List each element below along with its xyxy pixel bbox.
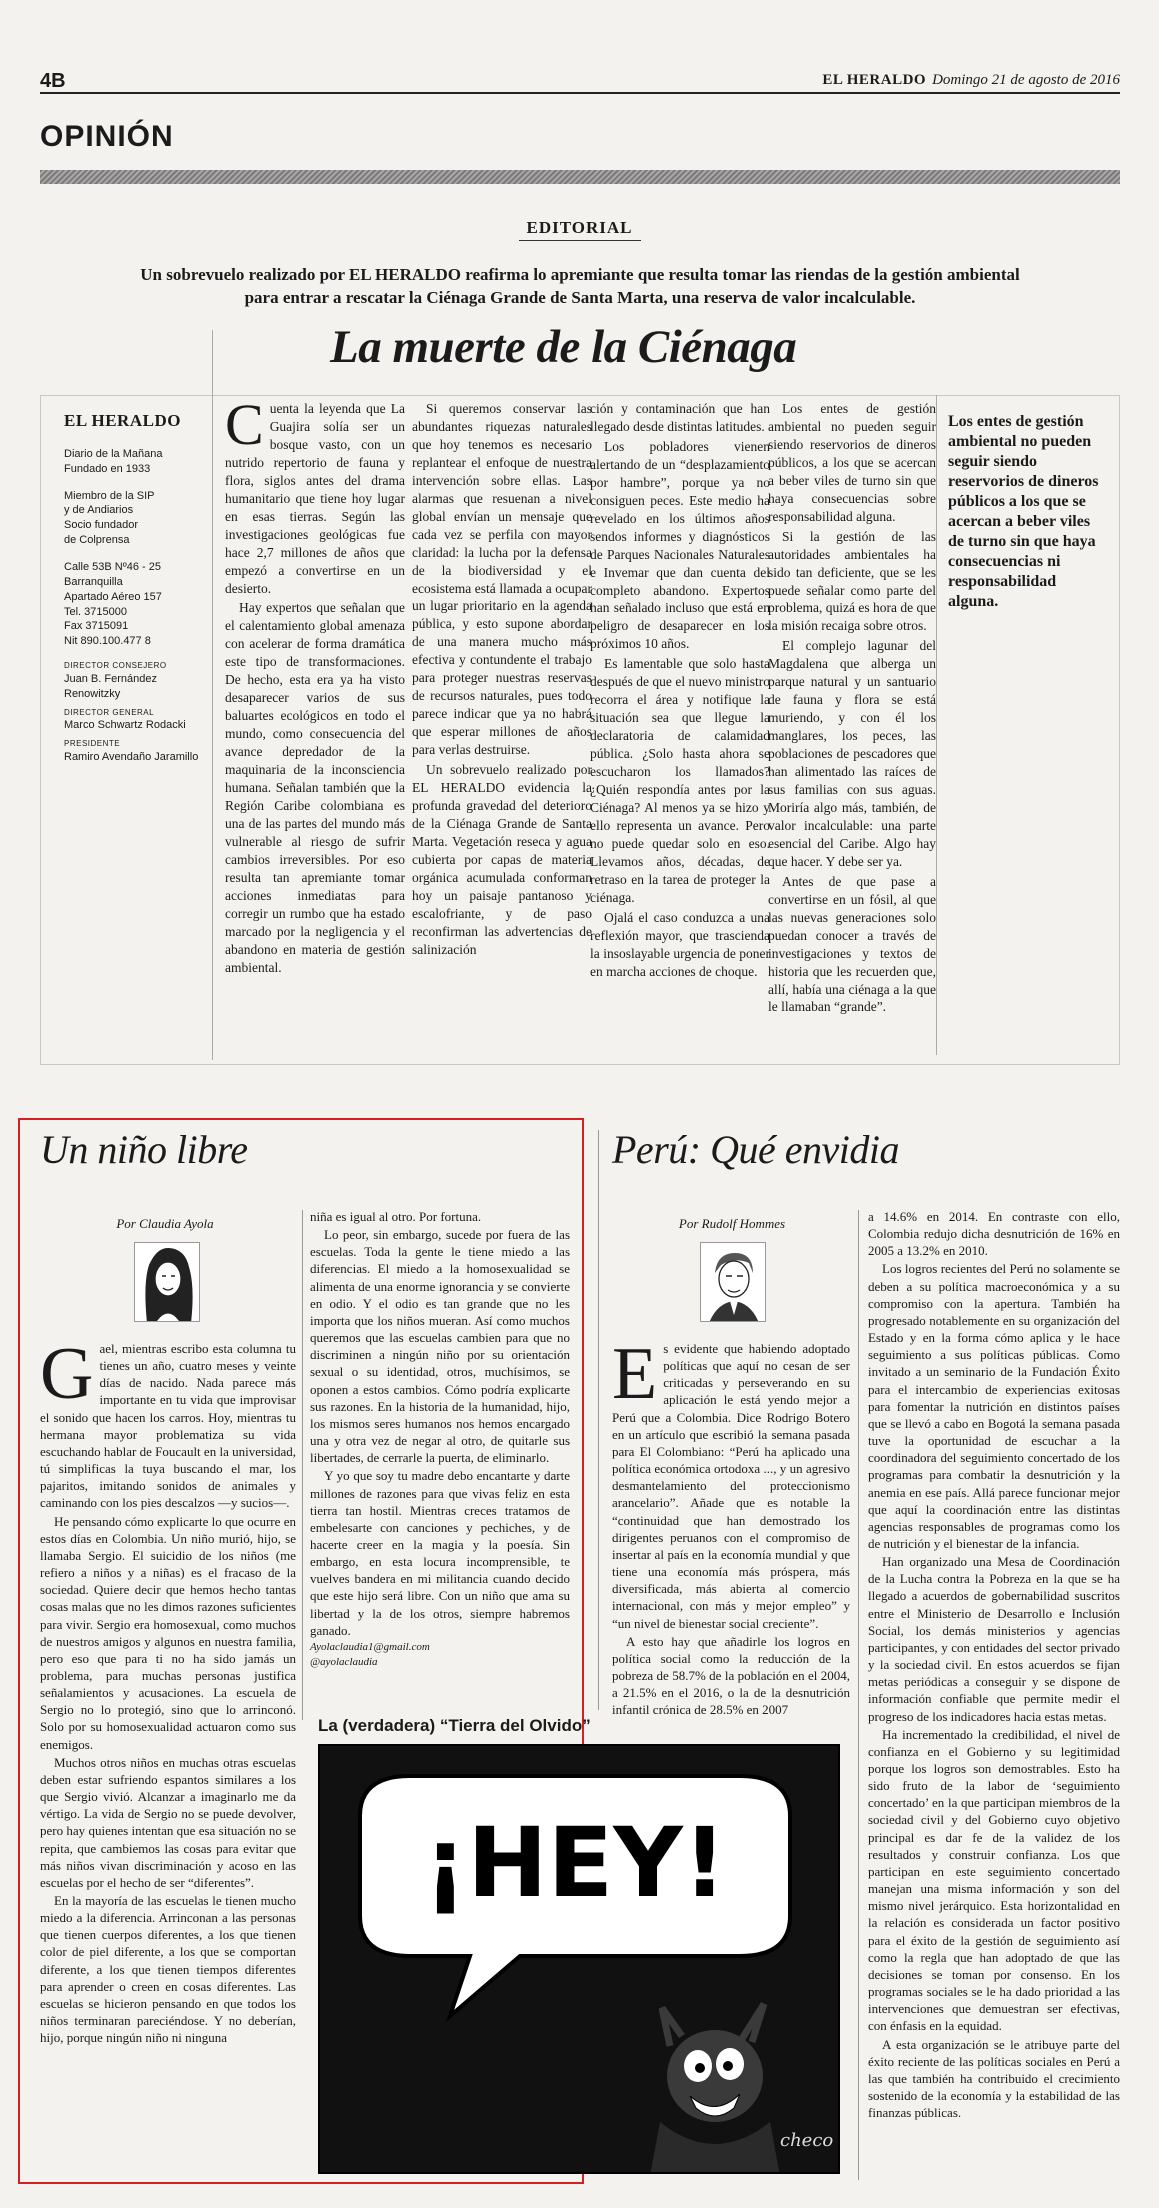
comic-illustration (320, 1746, 840, 2174)
author-portrait-icon (701, 1243, 766, 1322)
comic-speech: ¡HEY! (423, 1807, 727, 1919)
column-title-left: Un niño libre (40, 1127, 248, 1172)
column-divider (858, 1210, 859, 2180)
author-email: Ayolaclaudia1@gmail.com (310, 1640, 430, 1653)
masthead (40, 70, 1120, 94)
column-right-col-2: a 14.6% en 2014. En contraste con ello, Colombia redujo dicha desnutrición de 16% en 2005 a 13.2% en 2010. Los logros recientes del Perú no solamente se deben a su política macroeconómica y a su compromiso con la apertura. También ha progresado notablemente en su organización del Estado y en la forma cómo aplica y le hace seguimiento a sus políticas públicas. Como invitado a un seminario de la Fundación Éxito para el intercambio de experiencias exitosas para fomentar la nutrición en distintos países que se llevó a cabo en Bogotá la semana pasada tuve la oportunidad de escuchar a la coordinadora del seguimiento concertado de los programas para combatir la desnutrición y la anemia en ese país. Allá parece funcionar mejor que aquí la coordinación entre las distintas agencias responsables de programas como los de nutrición y el bienestar de la infancia. Han organizado una Mesa de Coordinación de la Lucha contra la Pobreza en la que se ha llegado a acuerdos de gobernabilidad suscritos entre el Ministerio de Desarrollo e Inclusión Social, los demás ministerios y agencias participantes, y con entidades del sector privado y la sociedad civil. En estos acuerdos se fijan metas periódicas a conseguir y se dispone de información confiable que permite medir el progreso de los indicadores hacia estas metas. Ha incrementado la credibilidad, el nivel de confianza en el Gobierno y su legitimidad porque los logros son demostrables. Esto ha sido fruto de la labor de ‘seguimiento concertado’ en la que participan miembros de la sociedad civil y del Gobierno cuyo objetivo principal es dar fe de la validez de los resultados y construir confianza. Los que participan en este seguimiento concertado manejan una misma información y son del mismo nivel jerárquico. Esta horizontalidad en la relación es considerada un factor positivo para el éxito de la gestión de seguimiento así como la regla que han adoptado de que las decisiones se toman por consenso. En los programas sociales se le ha dado prioridad a las intervenciones que demuestran ser efectivas, con énfasis en la equidad. A esta organización se le atribuye parte del éxito reciente de las políticas sociales en Perú a las que también ha contribuido el crecimiento sostenido de la economía y la estabilidad de las finanzas públicas. (868, 1209, 1120, 2121)
editorial-title: La muerte de la Ciénaga (330, 321, 797, 373)
editorial-column-4: Los entes de gestión ambiental no pueden seguir siendo reservorios de dineros públicos, a los que se acercan a beber viles de turno sin que haya consecuencias sobre responsabilidad alguna. Si la gestión de las autoridades ambientales ha sido tan deficiente, que se les puede señalar como parte del problema, quizá es hora de que la misión recaiga sobre otros. El complejo lagunar del Magdalena que alberga un parque natural y un santuario de fauna y flora se está muriendo, y con él los manglares, los peces, las poblaciones de pescadores que han alimentado las raíces de sus familias con sus aguas. Moriría algo más, también, de valor incalculable: una parte esencial del Caribe. Algo hay que hacer. Y debe ser ya. Antes de que pase a convertirse en un fósil, al que las nuevas generaciones solo puedan conocer a través de investigaciones y textos de historia que les recuerden que, allí, había una ciénaga a la que le llamaban “grande”. (768, 401, 936, 1015)
comic-title: La (verdadera) “Tierra del Olvido” (318, 1716, 591, 1735)
publication-name: EL HERALDO (822, 72, 927, 88)
publication-date: Domingo 21 de agosto de 2016 (932, 72, 1120, 88)
column-right-dropcap: E (612, 1333, 658, 1415)
author-avatar (700, 1242, 766, 1322)
staff-roles: DIRECTOR CONSEJERO Juan B. Fernández Renowitzky DIRECTOR GENERAL Marco Schwartz Rodacki PRESIDENTE Ramiro Avendaño Jaramillo (64, 661, 199, 763)
staff-address: Calle 53B Nº46 - 25 Barranquilla Apartado Aéreo 157 Tel. 3715000 Fax 3715091 Nit 890.100.477 8 (64, 561, 162, 648)
staff-box (64, 410, 214, 765)
section-title: OPINIÓN (40, 120, 174, 153)
editorial-column-1: Cuenta la leyenda que La Guajira solía ser un bosque vasto, con un nutrido repertorio de fauna y flora, siglos antes del drama humanitario que tiene hoy lugar en esas tierras. Según las investigaciones geológicas fue hace 2,7 millones de años que empezó a convertirse en un desierto. Hay expertos que señalan que el calentamiento global amenaza con acelerar de forma dramática este tipo de transformaciones. De hecho, esta era ya ha visto desaparecer varios de sus baluartes ecológicos en todo el mundo, como consecuencia del avance depredador de la maquinaria de la inconsciencia humana. Señalan también que la Región Caribe colombiana es una de las partes del mundo más vulnerable al riesgo de sufrir cambios irreversibles. Por eso resulta tan apremiante tomar acciones inmediatas para corregir un rumbo que ha estado marcado por la negligencia y el abandono en materia de gestión ambiental. (225, 392, 405, 975)
staff-brand: EL HERALDO (64, 411, 181, 430)
column-left-col-1: Gael, mientras escribo esta columna tu tienes un año, cuatro meses y veinte días de nacido. Nada parece más importante en tu vida que improvisar el sonido que hacen los carros. Hoy, mientras tu hermana mayor problematiza su vida escuchando hablar de Foucault en la universidad, tú simplificas la tuya buscando el mar, los pajaritos, imitando sonidos de animales y caminando con los pies descalzos —y sucios—. He pensando cómo explicarte lo que ocurre en estos días en Colombia. Un niño murió, hijo, se llamaba Sergio. El suicidio de los niños (me refiero a niños y a niñas) es el fracaso de la sociedad. Quiere decir que hemos hecho tantas cosas malas que no les dimos razones suficientes para vivir. Sergio era homosexual, como muchos de nuestros amigos y algunos en nuestra familia, pero eso que para ti no ha sido jamás un problema, para muchas personas justifica señalamientos y acusaciones. La escuela de Sergio no lo protegió, sino que lo arrinconó. Solo por su homosexualidad actuaron como sus enemigos. Muchos otros niños en muchas otras escuelas deben estar sufriendo espantos similares a los que Sergio vivió. Alcanzar a imaginarlo me da vértigo. La vida de Sergio no se puede devolver, pero hay quienes intentan que esa situación no se repita, que cambiemos las cosas para evitar que más niños vivan discriminación y acoso en las escuelas por el hecho de ser “diferentes”. En la mayoría de las escuelas le tienen mucho miedo a la diferencia. Arrinconan a las personas que tienen cuerpos diferentes, a los que tienen color de piel diferente, a los que se comportan diferente, a los que tienen tiempos diferentes para aprender o creen en cosas diferentes. Las escuelas se hicieron pensando en que todos los niños terminaran pareciéndose. Y no deberían, hijo, porque ningún niño ni ninguna (40, 1333, 296, 2046)
comic-panel (318, 1744, 840, 2174)
author-portrait-icon (135, 1243, 200, 1322)
column-divider (936, 395, 937, 1055)
editorial-pull-quote: Los entes de gestión ambiental no pueden seguir siendo reservorios de dineros públicos a los que se acercan a beber viles de turno sin que haya consecuencias ni responsabilidad alguna. (948, 413, 1099, 610)
publication-line (822, 72, 1120, 89)
author-avatar (134, 1242, 200, 1322)
staff-memberships: Miembro de la SIP y de Andiarios Socio fundador de Colprensa (64, 489, 155, 547)
comic-signature: checo (780, 2130, 834, 2151)
byline-left: Por Claudia Ayola (116, 1216, 214, 1231)
character-icon (650, 2004, 780, 2174)
author-handle: @ayolaclaudia (310, 1656, 378, 1669)
staff-founding: Diario de la Mañana Fundado en 1933 (64, 447, 163, 475)
column-title-right: Perú: Qué envidia (612, 1127, 899, 1172)
column-right-col-1: Es evidente que habiendo adoptado políticas que aquí no cesan de ser criticadas y perseverando en su aplicación le está yendo mejor a Perú que a Colombia. Dice Rodrigo Botero en un artículo que escribió la semana pasada para El Colombiano: “Perú ha aplicado una política económica ortodoxa ..., y un agresivo desmantelamiento del proteccionismo arancelario”. Añade que es notable la “continuidad que han demostrado los dirigentes peruanos con el compromiso de insertar al país en la economía mundial y que tiene una economía más próspera, más diversificada, más abierta al comercio internacional, con más y mejor empleo” y “un nivel de bienestar social creciente”. A esto hay que añadirle los logros en política social como la reducción de la pobreza de 58.7% de la población en el 2004, a 21.5% en el 2016, o la de la desnutrición infantil crónica de 28.5% en 2007 (612, 1333, 850, 1718)
byline-right: Por Rudolf Hommes (678, 1216, 786, 1231)
editorial-deck: Un sobrevuelo realizado por EL HERALDO reafirma lo apremiante que resulta tomar las riendas de la gestión ambiental para entrar a rescatar la Ciénaga Grande de Santa Marta, una reserva de valor incalculable. (140, 265, 1020, 307)
section-rule (40, 170, 1120, 184)
page-number: 4B (40, 70, 66, 92)
column-left-dropcap: G (40, 1333, 94, 1415)
column-divider (302, 1210, 303, 1720)
editorial-dropcap: C (225, 392, 264, 457)
editorial-column-2: Si queremos conservar las abundantes riquezas naturales que hoy tenemos es necesario replantear el enfoque de nuestra intervención sobre ellas. Las alarmas que resuenan a nivel global envían un mensaje que cada vez se perfila con mayor claridad: la lucha por la defensa de la biodiversidad y el ecosistema está llamada a ocupar un lugar prioritario en la agenda pública, y esto supone abordar de una manera mucho más efectiva y contundente el trabajo para proteger nuestras reservas de recursos naturales, pues todo parece indicar que ya no habrá que esperar millones de años para verlas destruirse. Un sobrevuelo realizado por EL HERALDO evidencia la profunda gravedad del deterioro de la Ciénaga Grande de Santa Marta. Vegetación reseca y agua cubierta por capas de materia orgánica acumulada conforman hoy un paisaje pantanoso y escalofriante, y de paso reconfirman las advertencias de salinización (412, 401, 592, 957)
editorial-label: EDITORIAL (0, 218, 1159, 238)
column-divider (598, 1130, 599, 1710)
column-left-col-2: niña es igual al otro. Por fortuna. Lo peor, sin embargo, sucede por fuera de las escuelas. Toda la gente le tiene miedo a las diferencias. El miedo a la homosexualidad se alimenta de una enorme ignorancia y se convierte en odio. Y el odio es tan grande que no les importa que los niños mueran. Así como muchos queremos que las escuelas cambien para que no discriminen a ningún niño por su orientación sexual o su identidad, otros, muchísimos, se oponen a estos cambios. Cómo podría explicarte sus razones. En la historia de la humanidad, hijo, los mismos seres humanos nos hemos encargado una y otra vez de negar al otro, de quitarle sus libertades, de cerrarle la puerta, de eliminarlo. Y yo que soy tu madre debo encantarte y darte millones de razones para que vivas feliz en esta tierra tan hostil. Mientras creces tratamos de embelesarte con canciones y pechiches, y de hacerte creer en la magia y la poesía. Sin embargo, en esta locura incomprensible, te vuelves bandera en mi militancia cuando decido que este hijo será libre. Con un niño que ama su libertad y la de los otros, siempre habremos ganado. Ayolaclaudia1@gmail.com @ayolaclaudia (310, 1209, 570, 1669)
editorial-column-3: ción y contaminación que han llegado desde distintas latitudes. Los pobladores vienen alertando de un “desplazamiento por hambre”, porque ya no consiguen peces. Este medio ha revelado en los últimos años sendos informes y diagnósticos de Parques Nacionales Naturales e Invemar que dan cuenta del completo abandono. Expertos han señalado incluso que está en peligro de desaparecer en los próximos 10 años. Es lamentable que solo hasta después de que el nuevo ministro recorra el área y notifique la situación sea que llegue la declaratoria de calamidad pública. ¿Solo hasta ahora se escucharon los llamados? ¿Quién respondía antes por la Ciénaga? Al menos ya se hizo y ello representa un avance. Pero no puede quedar solo en eso. Llevamos años, décadas, de retraso en la tarea de proteger la ciénaga. Ojalá el caso conduzca a una reflexión mayor, que trascienda la insoslayable urgencia de poner en marcha acciones de choque. (590, 401, 770, 979)
